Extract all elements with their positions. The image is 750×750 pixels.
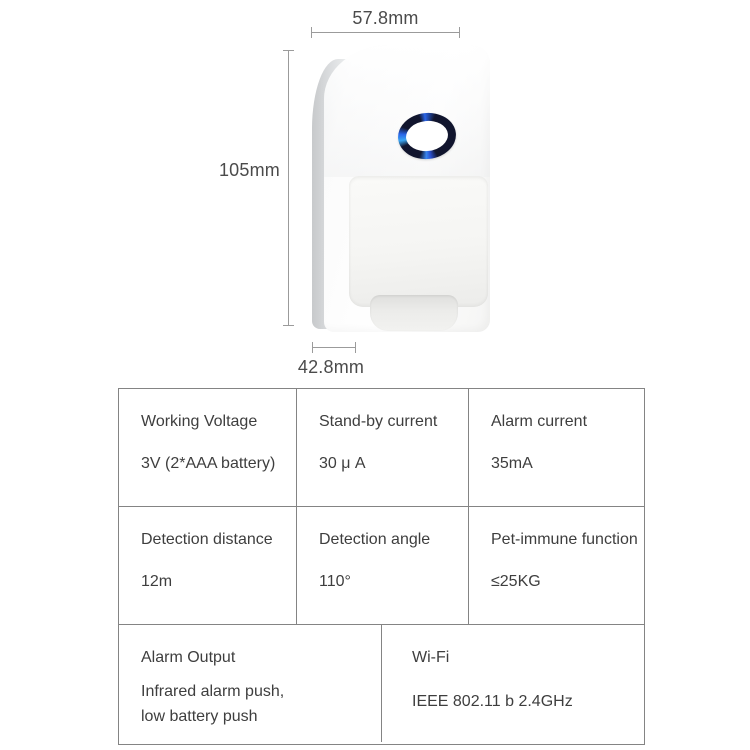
pir-lens-window xyxy=(349,176,488,307)
table-row xyxy=(119,624,644,742)
spec-cell-alarm-current xyxy=(468,389,644,506)
spec-cell-pet-immune xyxy=(468,507,644,624)
spec-value: 3V (2*AAA battery) xyxy=(141,455,276,472)
width-dimension-label: 57.8mm xyxy=(352,8,419,28)
spec-cell-wifi xyxy=(381,625,644,742)
spec-value-line: low battery push xyxy=(141,708,258,725)
spec-value: 35mA xyxy=(491,455,533,472)
height-dimension-line xyxy=(283,50,294,326)
pir-sensor-image xyxy=(312,45,490,332)
spec-cell-working-voltage xyxy=(119,389,296,506)
sensor-top-cap xyxy=(324,45,490,177)
spec-value-line: Infrared alarm push, xyxy=(141,683,285,700)
spec-table xyxy=(118,388,645,745)
spec-cell-alarm-output xyxy=(119,625,381,742)
dimension-line xyxy=(313,347,355,348)
spec-cell-detection-angle xyxy=(296,507,468,624)
table-row xyxy=(119,389,644,506)
table-row xyxy=(119,506,644,624)
spec-value: 12m xyxy=(141,573,173,590)
width-dimension-line xyxy=(311,27,460,38)
dimension-line xyxy=(312,32,459,33)
dimension-line xyxy=(288,51,289,325)
spec-label: Wi-Fi xyxy=(412,649,450,666)
depth-dimension-line xyxy=(312,342,356,353)
spec-value: 30 μ A xyxy=(319,455,366,472)
spec-cell-standby-current xyxy=(296,389,468,506)
bottom-lens-window xyxy=(370,295,458,331)
spec-label: Working Voltage xyxy=(141,413,258,430)
spec-label: Alarm current xyxy=(491,413,588,430)
spec-label: Detection angle xyxy=(319,531,431,548)
spec-label: Alarm Output xyxy=(141,649,236,666)
spec-value xyxy=(141,679,375,729)
spec-label: Stand-by current xyxy=(319,413,438,430)
depth-dimension-label: 42.8mm xyxy=(297,357,365,377)
spec-label: Detection distance xyxy=(141,531,273,548)
spec-value: 110° xyxy=(319,573,351,590)
spec-cell-detection-distance xyxy=(119,507,296,624)
height-dimension-label: 105mm xyxy=(218,160,280,180)
spec-label: Pet-immune function xyxy=(491,531,638,548)
spec-value: IEEE 802.11 b 2.4GHz xyxy=(412,693,573,710)
led-indicator-center xyxy=(405,119,450,153)
spec-value: ≤25KG xyxy=(491,573,541,590)
